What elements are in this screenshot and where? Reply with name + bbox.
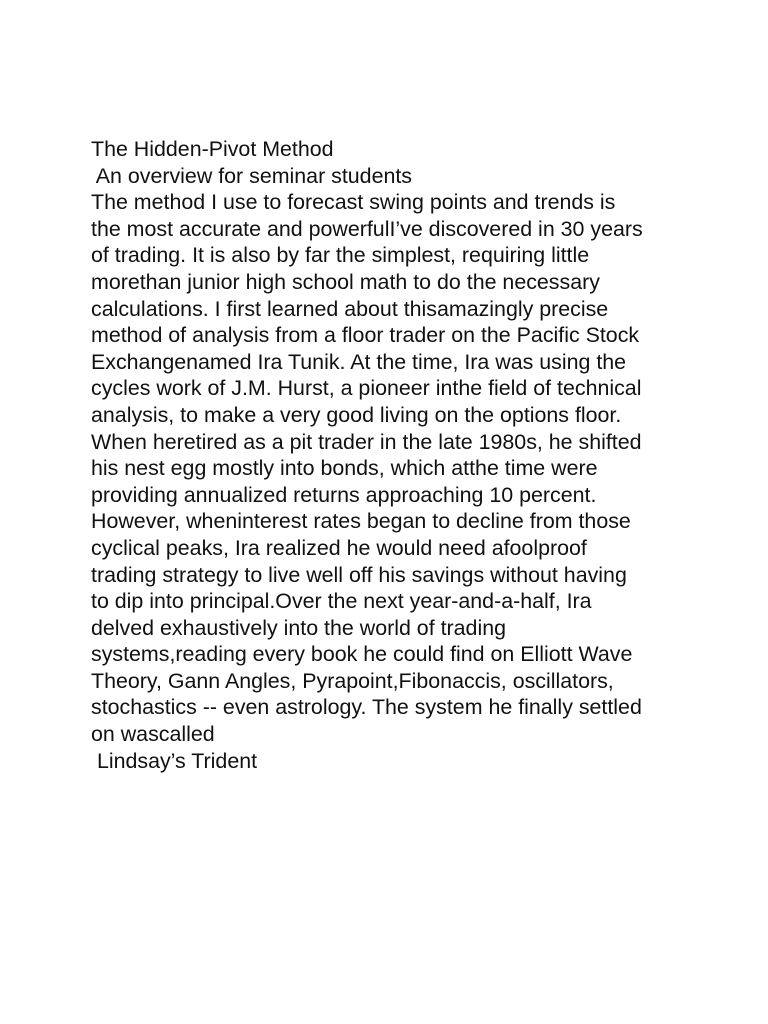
body-line: cyclical peaks, Ira realized he would need afoolproof: [91, 535, 587, 560]
body-line: However, wheninterest rates began to decline from those: [91, 509, 631, 534]
body-line: Theory, Gann Angles, Pyrapoint,Fibonaccis, oscillators,: [91, 668, 614, 693]
body-line: method of analysis from a floor trader on the Pacific Stock: [91, 323, 640, 348]
document-subtitle: An overview for seminar students: [91, 163, 413, 188]
section-heading: Lindsay’s Trident: [91, 748, 258, 773]
body-line: trading strategy to live well off his savings without having: [91, 562, 627, 587]
body-line: his nest egg mostly into bonds, which atthe time were: [91, 456, 598, 481]
body-line: delved exhaustively into the world of trading: [91, 615, 506, 640]
body-line: The method I use to forecast swing points and trends is: [91, 190, 616, 215]
body-line: of trading. It is also by far the simplest, requiring little: [91, 243, 590, 268]
body-line: analysis, to make a very good living on the options floor.: [91, 402, 622, 427]
body-line: to dip into principal.Over the next year-and-a-half, Ira: [91, 589, 592, 614]
body-line: providing annualized returns approaching 10 percent.: [91, 482, 597, 507]
body-line: Exchangenamed Ira Tunik. At the time, Ira was using the: [91, 349, 627, 374]
document-title: The Hidden-Pivot Method: [91, 137, 334, 161]
body-line: systems,reading every book he could find on Elliott Wave: [91, 642, 633, 667]
body-line: on wascalled: [91, 722, 215, 747]
body-line: the most accurate and powerfulI’ve discovered in 30 years: [91, 216, 643, 241]
body-line: stochastics -- even astrology. The system he finally settled: [91, 695, 642, 720]
body-line: calculations. I first learned about thisamazingly precise: [91, 296, 609, 321]
body-line: morethan junior high school math to do the necessary: [91, 269, 600, 294]
document-text: [91, 136, 691, 774]
body-line: When heretired as a pit trader in the late 1980s, he shifted: [91, 429, 642, 454]
body-line: cycles work of J.M. Hurst, a pioneer inthe field of technical: [91, 376, 642, 401]
